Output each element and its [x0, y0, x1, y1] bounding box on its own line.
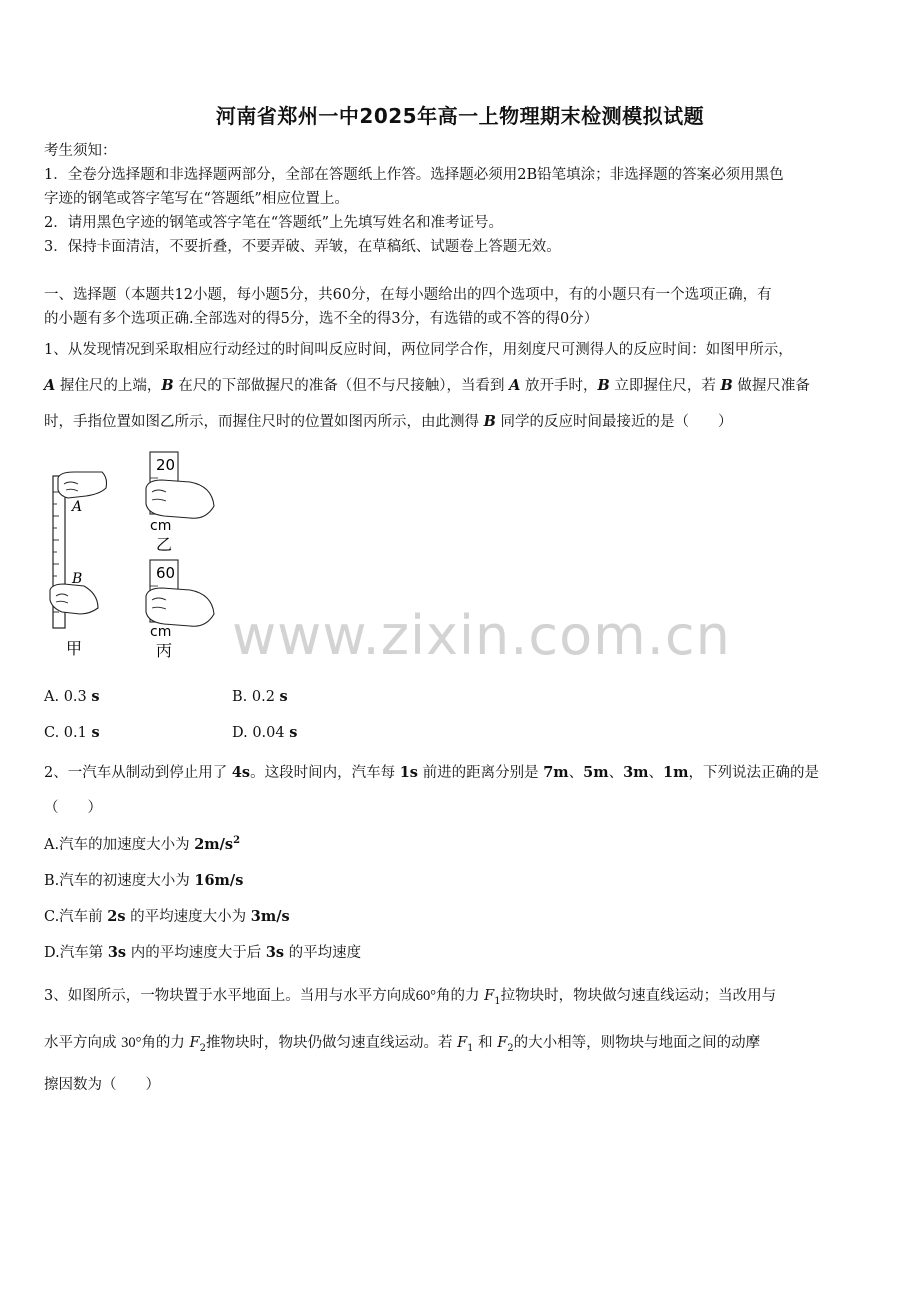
- q3-text: 推物块时，物块仍做匀速直线运动。若: [205, 1035, 458, 1051]
- q2-option-c: [44, 905, 290, 926]
- option-value: 2m/s: [194, 836, 234, 853]
- force-subscript: 1: [467, 1042, 474, 1054]
- q3-angle: 60°: [415, 988, 437, 1004]
- option-unit: s: [289, 724, 298, 741]
- q2-value: 4s: [231, 764, 251, 781]
- notice-item-2: 2．请用黑色字迹的钢笔或答字笔在“答题纸”上先填写姓名和准考证号。: [44, 215, 504, 231]
- force-symbol: F: [484, 988, 495, 1004]
- notice-item-1: 1．全卷分选择题和非选择题两部分，全部在答题纸上作答。选择题必须用2B铅笔填涂；非选择题的答案必须用黑色: [44, 167, 784, 183]
- force-symbol: F: [189, 1035, 200, 1051]
- watermark: www.zixin.com.cn: [232, 604, 731, 667]
- q2-stem-line1: [44, 761, 819, 782]
- force-subscript: 2: [199, 1042, 206, 1054]
- q3-stem-line1: [44, 984, 776, 1007]
- option-text: 内的平均速度大于后: [126, 945, 266, 961]
- option-text: B.汽车的初速度大小为: [44, 873, 195, 889]
- var-b: B: [483, 413, 496, 430]
- q1-option-d: [232, 724, 297, 741]
- section-heading-cont: 的小题有多个选项正确.全部选对的得5分，选不全的得3分，有选错的或不答的得0分）: [44, 311, 599, 327]
- q2-text: 、: [648, 765, 664, 781]
- q3-text: 拉物块时，物块做匀速直线运动；当改用与: [500, 988, 777, 1004]
- q1-option-c: [44, 724, 100, 741]
- option-unit: s: [91, 688, 100, 705]
- q2-text: 前进的距离分别是: [417, 765, 544, 781]
- q3-text: 和: [473, 1035, 498, 1051]
- q3-text: 的大小相等，则物块与地面之间的动摩: [513, 1035, 761, 1051]
- q1-stem-line2: [44, 374, 810, 395]
- label-a: A: [72, 499, 83, 515]
- var-a: A: [509, 377, 521, 394]
- q1-text: 在尺的下部做握尺的准备（但不与尺接触），当看到: [173, 378, 510, 394]
- q1-stem-line3: [44, 410, 732, 431]
- option-unit: s: [91, 724, 100, 741]
- notice-heading: 考生须知：: [44, 143, 117, 159]
- ruler-jia: [50, 472, 107, 628]
- option-text: C.汽车前: [44, 909, 108, 925]
- q1-text: 放开手时，: [520, 378, 598, 394]
- notice-item-3: 3．保持卡面清洁，不要折叠，不要弄破、弄皱，在草稿纸、试题卷上答题无效。: [44, 239, 561, 255]
- q2-option-b: [44, 869, 243, 890]
- q2-value: 1s: [399, 764, 418, 781]
- q1-stem-line1: 1、从发现情况到采取相应行动经过的时间叫反应时间，两位同学合作，用刻度尺可测得人的反应时间：如图甲所示，: [44, 342, 793, 358]
- q2-option-d: [44, 941, 361, 962]
- caption-bing: 丙: [156, 641, 173, 660]
- q1-text: 时，手指位置如图乙所示，而握住尺时的位置如图丙所示，由此测得: [44, 414, 484, 430]
- var-a: A: [44, 377, 56, 394]
- page-title: 河南省郑州一中2025年高一上物理期末检测模拟试题: [215, 104, 705, 128]
- q3-text: 水平方向成: [44, 1035, 122, 1051]
- var-b: B: [597, 377, 610, 394]
- option-value: 3s: [107, 944, 127, 961]
- option-unit: s: [279, 688, 288, 705]
- option-text: A.汽车的加速度大小为: [44, 837, 195, 853]
- q3-text: 3、如图所示，一物块置于水平地面上。当用与水平方向成: [44, 988, 416, 1004]
- q2-value: 7m: [543, 764, 569, 781]
- option-value: 3s: [265, 944, 285, 961]
- caption-jia: 甲: [66, 639, 83, 658]
- q3-text: 角的力: [436, 988, 485, 1004]
- force-subscript: 2: [507, 1042, 514, 1054]
- ruler-diagram: [40, 448, 230, 668]
- unit-cm-top: cm: [150, 518, 172, 534]
- q2-stem-line2: （ ）: [44, 800, 102, 816]
- option-text: 的平均速度: [284, 945, 362, 961]
- q1-option-b: [232, 688, 288, 705]
- value-top: 20: [156, 456, 176, 474]
- option-superscript: 2: [233, 835, 241, 847]
- option-value: 3m/s: [250, 908, 290, 925]
- label-b: B: [72, 571, 83, 587]
- q3-angle: 30°: [121, 1035, 142, 1051]
- q2-text: 2、一汽车从制动到停止用了: [44, 765, 232, 781]
- notice-item-1-cont: 字迹的钢笔或答字笔写在“答题纸”相应位置上。: [44, 191, 349, 207]
- q1-text: 握住尺的上端，: [55, 378, 162, 394]
- q2-text: 、: [608, 765, 624, 781]
- option-text: D. 0.04: [232, 725, 290, 741]
- var-b: B: [720, 377, 733, 394]
- option-text: D.汽车第: [44, 945, 108, 961]
- section-heading: 一、选择题（本题共12小题，每小题5分，共60分，在每小题给出的四个选项中，有的小题只有一个选项正确，有: [44, 287, 772, 303]
- caption-yi: 乙: [156, 535, 173, 554]
- unit-cm-bottom: cm: [150, 624, 172, 640]
- option-text: 的平均速度大小为: [125, 909, 251, 925]
- q2-text: 。这段时间内，汽车每: [250, 765, 400, 781]
- q3-stem-line2: [44, 1031, 760, 1054]
- option-value: 2s: [107, 908, 126, 925]
- q1-text: 做握尺准备: [732, 378, 810, 394]
- q2-value: 5m: [583, 764, 609, 781]
- ruler-figure: [40, 448, 230, 668]
- force-symbol: F: [497, 1035, 508, 1051]
- option-text: A. 0.3: [44, 689, 92, 705]
- var-b: B: [161, 377, 174, 394]
- q1-option-a: [44, 688, 100, 705]
- force-subscript: 1: [494, 995, 501, 1007]
- q2-text: 、: [568, 765, 584, 781]
- option-text: C. 0.1: [44, 725, 92, 741]
- option-text: B. 0.2: [232, 689, 280, 705]
- option-value: 16m/s: [194, 872, 244, 889]
- value-bottom: 60: [156, 564, 176, 582]
- q2-option-a: [44, 833, 240, 854]
- q1-text: 同学的反应时间最接近的是（ ）: [495, 414, 733, 430]
- q3-stem-line3: 擦因数为（ ）: [44, 1077, 160, 1093]
- q3-text: 角的力: [141, 1035, 190, 1051]
- q1-text: 立即握住尺，若: [609, 378, 721, 394]
- q2-text: ，下列说法正确的是: [688, 765, 819, 781]
- force-symbol: F: [457, 1035, 468, 1051]
- q2-value: 1m: [663, 764, 689, 781]
- q2-value: 3m: [623, 764, 649, 781]
